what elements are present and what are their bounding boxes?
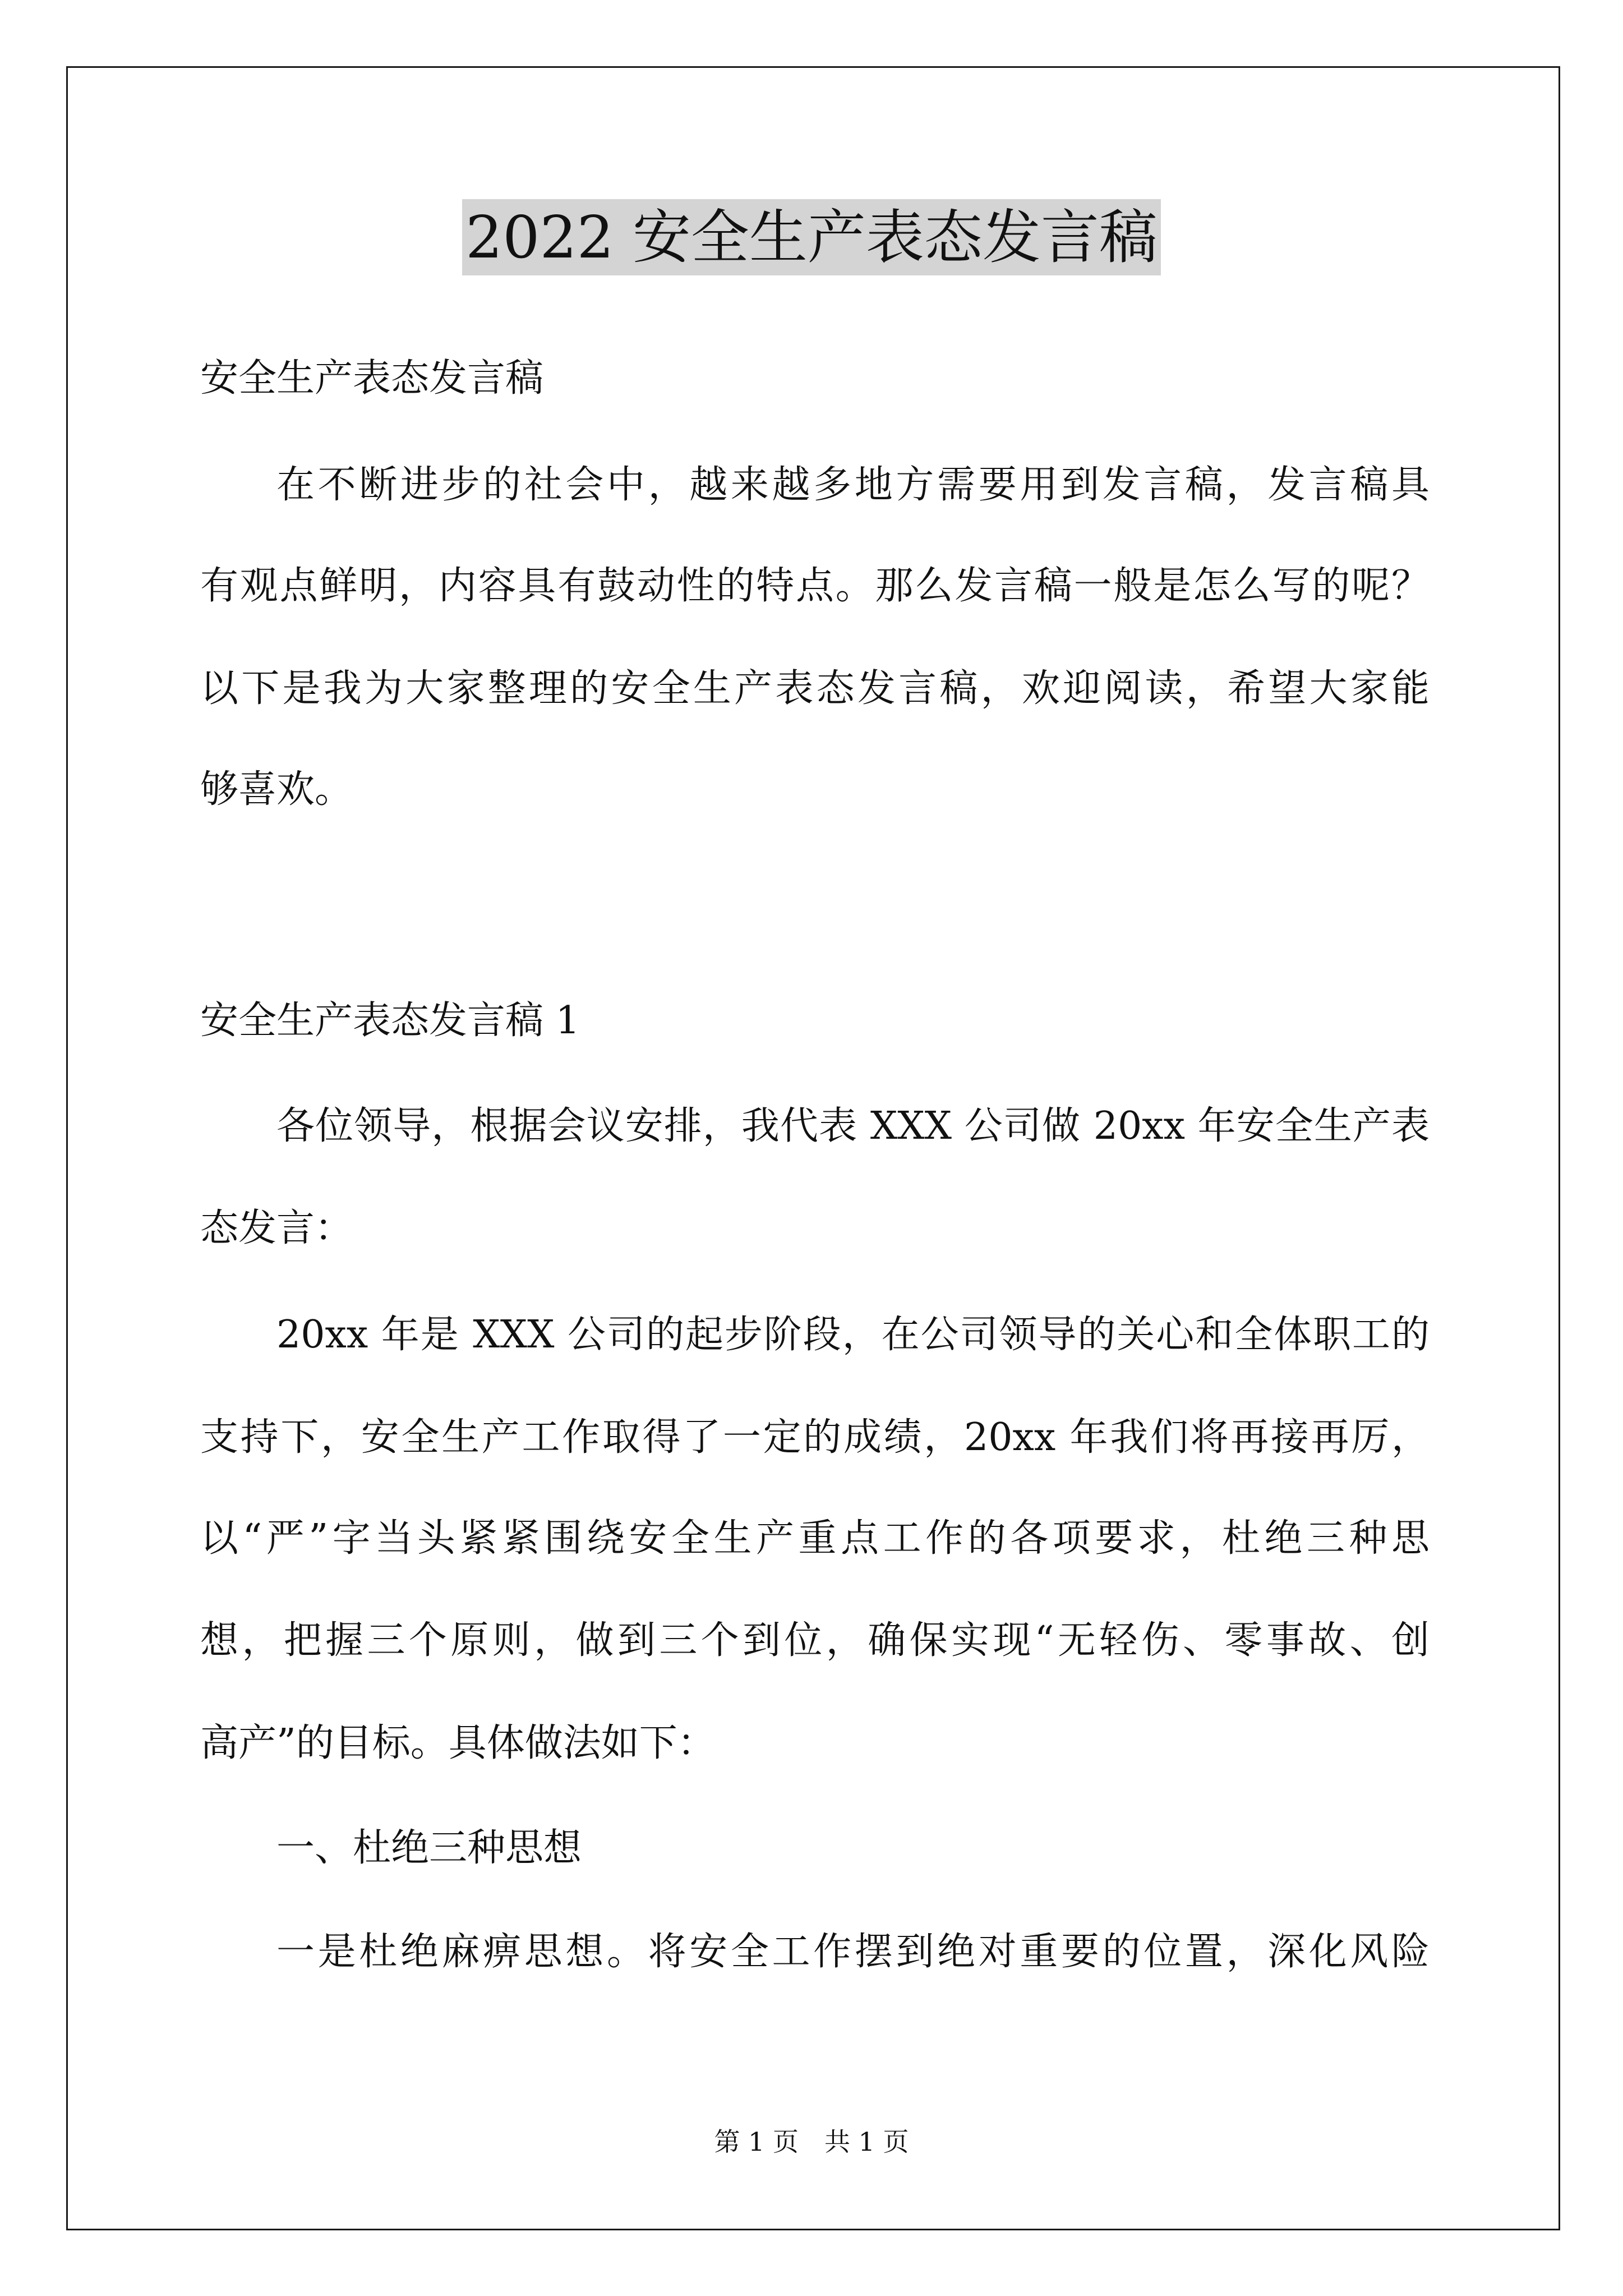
paragraph-line: 各位领导，根据会议安排，我代表 XXX 公司做 20xx 年安全生产表	[276, 1104, 1430, 1148]
paragraph-line: 态发言：	[200, 1206, 353, 1250]
page-footer: 第 1 页 共 1 页	[714, 2127, 909, 2157]
subtitle-line: 安全生产表态发言稿	[200, 356, 544, 401]
title-container	[0, 199, 1623, 275]
section-heading: 安全生产表态发言稿 1	[200, 999, 580, 1043]
paragraph-line: 以下是我为大家整理的安全生产表态发言稿，欢迎阅读，希望大家能	[200, 666, 1430, 711]
paragraph-line: 20xx 年是 XXX 公司的起步阶段，在公司领导的关心和全体职工的	[276, 1313, 1430, 1357]
paragraph-line: 高产”的目标。具体做法如下：	[200, 1721, 716, 1765]
paragraph-line: 一是杜绝麻痹思想。将安全工作摆到绝对重要的位置，深化风险	[276, 1930, 1430, 1974]
paragraph-line: 支持下，安全生产工作取得了一定的成绩，20xx 年我们将再接再厉，	[200, 1415, 1430, 1460]
document-title: 2022 安全生产表态发言稿	[462, 199, 1161, 275]
paragraph-line: 在不断进步的社会中，越来越多地方需要用到发言稿，发言稿具	[276, 463, 1430, 507]
subsection-heading: 一、杜绝三种思想	[276, 1826, 582, 1870]
paragraph-line: 以“严”字当头紧紧围绕安全生产重点工作的各项要求，杜绝三种思	[200, 1516, 1430, 1561]
paragraph-line: 够喜欢。	[200, 767, 353, 812]
paragraph-line: 有观点鲜明，内容具有鼓动性的特点。那么发言稿一般是怎么写的呢？	[200, 564, 1430, 608]
paragraph-line: 想，把握三个原则，做到三个到位，确保实现“无轻伤、零事故、创	[200, 1618, 1430, 1663]
